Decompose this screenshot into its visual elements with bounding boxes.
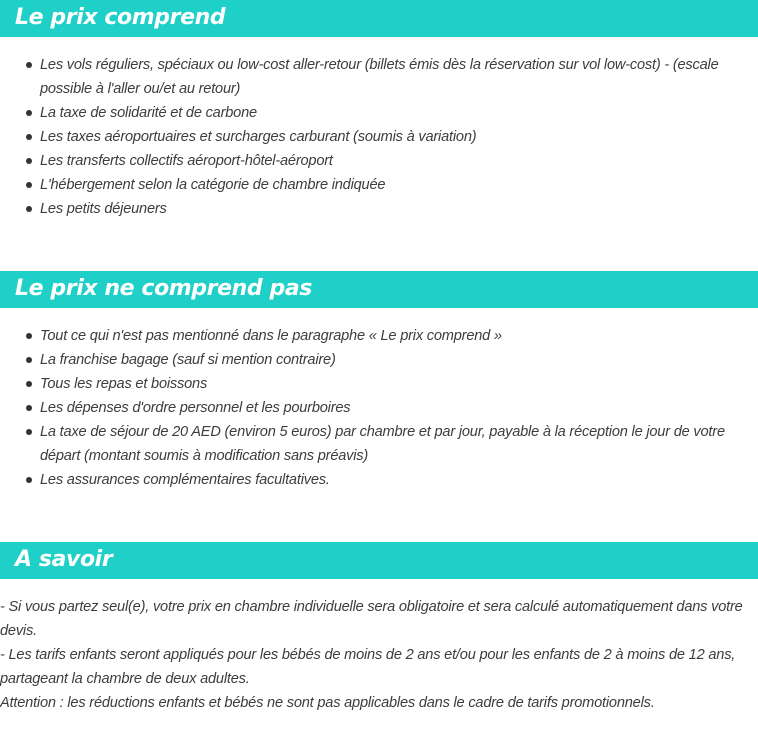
info-paragraph: - Si vous partez seul(e), votre prix en chambre individuelle sera obligatoire et sera calculé automatiquement dans votre devis. [0,599,743,639]
bullet-icon [26,110,32,116]
bullet-icon [26,477,32,483]
bullet-icon [26,333,32,339]
section-title-excluded: Le prix ne comprend pas [15,276,312,301]
list-item: La taxe de séjour de 20 AED (environ 5 euros) par chambre et par jour, payable à la réception le jour de votre départ (montant soumis à modification sans préavis) [0,420,740,468]
bullet-icon [26,429,32,435]
section-header-excluded [0,271,758,308]
bullet-icon [26,158,32,164]
bullet-icon [26,381,32,387]
section-header-included [0,0,758,37]
bullet-icon [26,357,32,363]
list-item: La taxe de solidarité et de carbone [0,101,740,125]
list-item: Les transferts collectifs aéroport-hôtel-aéroport [0,149,740,173]
list-item: Les taxes aéroportuaires et surcharges carburant (soumis à variation) [0,125,740,149]
list-item: Tout ce qui n'est pas mentionné dans le paragraphe « Le prix comprend » [0,324,740,348]
info-paragraph: - Les tarifs enfants seront appliqués pour les bébés de moins de 2 ans et/ou pour les enfants de 2 à moins de 12 ans, partageant la chambre de deux adultes. [0,647,736,687]
bullet-icon [26,62,32,68]
info-notes [0,595,756,715]
list-item: Les petits déjeuners [0,197,740,221]
list-item: Tous les repas et boissons [0,372,740,396]
section-title-info: A savoir [15,547,113,572]
bullet-icon [26,405,32,411]
section-header-info [0,542,758,579]
bullet-icon [26,134,32,140]
bullet-icon [26,206,32,212]
list-item: Les vols réguliers, spéciaux ou low-cost aller-retour (billets émis dès la réservation sur vol low-cost) - (escale possible à l'aller ou/et au retour) [0,53,740,101]
info-paragraph: Attention : les réductions enfants et bébés ne sont pas applicables dans le cadre de tarifs promotionnels. [0,695,655,711]
excluded-list [0,324,740,492]
list-item: L'hébergement selon la catégorie de chambre indiquée [0,173,740,197]
included-list [0,53,740,221]
list-item: Les dépenses d'ordre personnel et les pourboires [0,396,740,420]
bullet-icon [26,182,32,188]
section-title-included: Le prix comprend [15,5,226,30]
list-item: La franchise bagage (sauf si mention contraire) [0,348,740,372]
list-item: Les assurances complémentaires facultatives. [0,468,740,492]
